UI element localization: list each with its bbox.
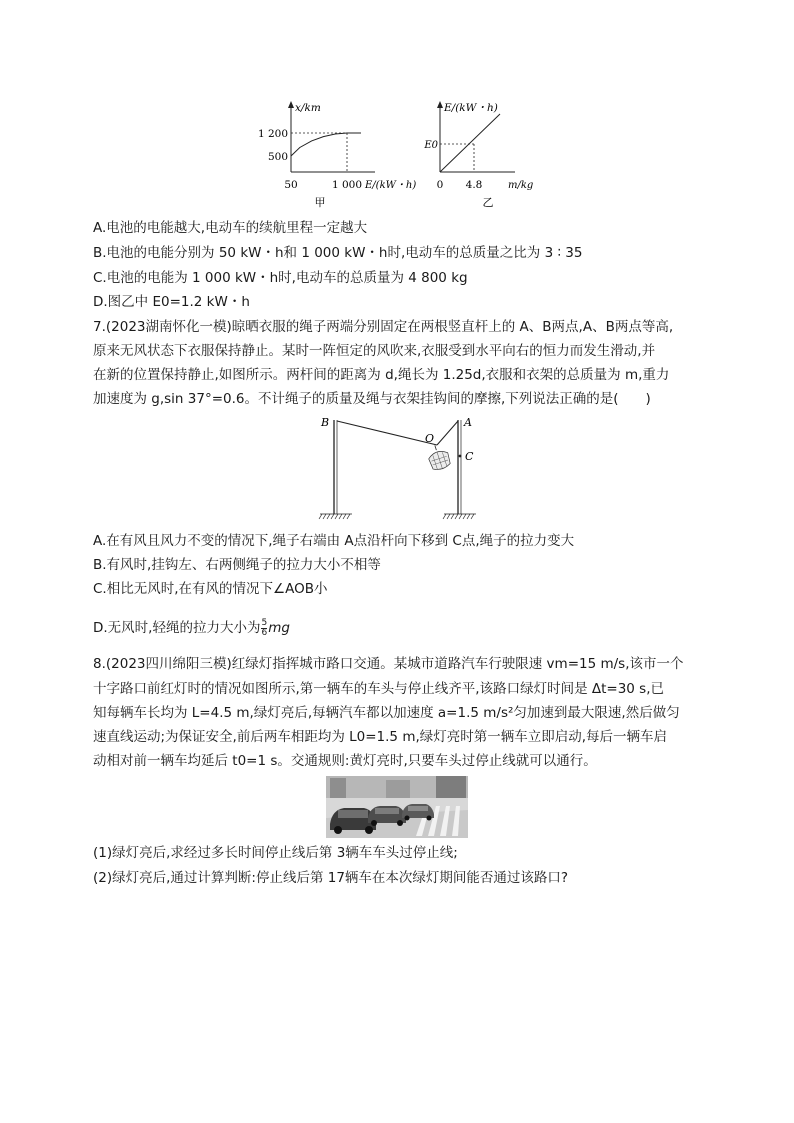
jia-caption: 甲 [314, 196, 326, 209]
q8-stem-line-5: 动相对前一辆车均延后 t0=1 s。交通规则:黄灯亮时,只要车头过停止线就可以通行。 [93, 753, 597, 769]
yi-caption: 乙 [482, 196, 494, 209]
q7-option-a: A.在有风且风力不变的情况下,绳子右端由 A点沿杆向下移到 C点,绳子的拉力变大 [93, 533, 575, 549]
car-middle [368, 806, 406, 826]
jia-y-tick-1200: 1 200 [257, 128, 288, 140]
fraction-denominator: 6 [261, 627, 268, 638]
q6-option-b: B.电池的电能分别为 50 kW・h和 1 000 kW・h时,电动车的总质量之比为 3 ∶ 35 [93, 245, 583, 261]
q7-option-c: C.相比无风时,在有风的情况下∠AOB小 [93, 581, 328, 597]
jia-x-tick-50: 50 [284, 179, 298, 191]
q7-stem-line-4: 加速度为 g,sin 37°=0.6。不计绳子的质量及绳与衣架挂钩间的摩擦,下列说法正确的是( ) [93, 391, 651, 407]
q8-stem-line-4: 速直线运动;为保证安全,前后两车相距均为 L0=1.5 m,绿灯亮时第一辆车立即启动,每后一辆车启 [93, 729, 668, 745]
q8-stem-line-1: 8.(2023四川绵阳三模)红绿灯指挥城市路口交通。某城市道路汽车行驶限速 vm=15 m/s,该市一个 [93, 656, 684, 672]
jia-y-axis-label: x/km [295, 102, 321, 114]
q7-option-d-tail: mg [268, 620, 290, 636]
jia-x-tick-1000: 1 000 [331, 179, 363, 191]
q8-stem-line-2: 十字路口前红灯时的情况如图所示,第一辆车的车头与停止线齐平,该路口绿灯时间是 Δt=30 s,已 [93, 681, 665, 697]
jia-y-tick-500: 500 [267, 151, 288, 163]
ground-right [443, 514, 476, 519]
yi-y-axis-label: E/(kW・h) [444, 102, 498, 114]
q7-figure [310, 412, 490, 524]
q8-subquestion-1: (1)绿灯亮后,求经过多长时间停止线后第 3辆车车头过停止线; [93, 845, 458, 861]
clothes-hanger [425, 442, 452, 472]
figure-jia [255, 100, 417, 210]
figure-yi [420, 100, 540, 210]
yi-origin: 0 [436, 179, 444, 191]
rope-right [437, 421, 458, 445]
q7-stem-line-1: 7.(2023湖南怀化一模)晾晒衣服的绳子两端分别固定在两根竖直杆上的 A、B两点,A、B两点等高, [93, 319, 674, 335]
q8-stem-line-3: 知每辆车长均为 L=4.5 m,绿灯亮后,每辆汽车都以加速度 a=1.5 m/s²匀加速到最大限速,然后做匀 [93, 705, 680, 721]
yi-x-tick: 4.8 [465, 179, 483, 191]
fraction-numerator: 5 [261, 617, 268, 628]
q7-option-d-text: D.无风时,轻绳的拉力大小为 [93, 620, 261, 636]
ground-left [319, 514, 352, 519]
q6-option-c: C.电池的电能为 1 000 kW・h时,电动车的总质量为 4 800 kg [93, 270, 468, 286]
rope-left [337, 421, 437, 445]
q6-option-a: A.电池的电能越大,电动车的续航里程一定越大 [93, 220, 368, 236]
q7-stem-line-3: 在新的位置保持静止,如图所示。两杆间的距离为 d,绳长为 1.25d,衣服和衣架的总质量为 m,重力 [93, 367, 670, 383]
label-c: C [465, 450, 474, 463]
label-o: O [425, 432, 435, 445]
jia-x-axis-label: E/(kW・h) [365, 180, 417, 191]
q7-option-d-fraction [261, 619, 267, 638]
q7-option-b: B.有风时,挂钩左、右两侧绳子的拉力大小不相等 [93, 557, 381, 573]
label-b: B [321, 416, 330, 429]
q7-stem-line-2: 原来无风状态下衣服保持静止。某时一阵恒定的风吹来,衣服受到水平向右的恒力而发生滑动,并 [93, 343, 656, 359]
point-c-dot [459, 455, 462, 458]
q7-option-d [93, 618, 290, 638]
jia-curve [291, 133, 361, 156]
yi-y-tick-E0: E0 [424, 140, 438, 151]
q6-option-d: D.图乙中 E0=1.2 kW・h [93, 294, 250, 310]
traffic-photo [326, 776, 468, 838]
q8-subquestion-2: (2)绿灯亮后,通过计算判断:停止线后第 17辆车在本次绿灯期间能否通过该路口? [93, 870, 569, 886]
yi-x-axis-label: m/kg [508, 180, 534, 191]
label-a: A [464, 416, 472, 429]
yi-line [440, 114, 500, 172]
